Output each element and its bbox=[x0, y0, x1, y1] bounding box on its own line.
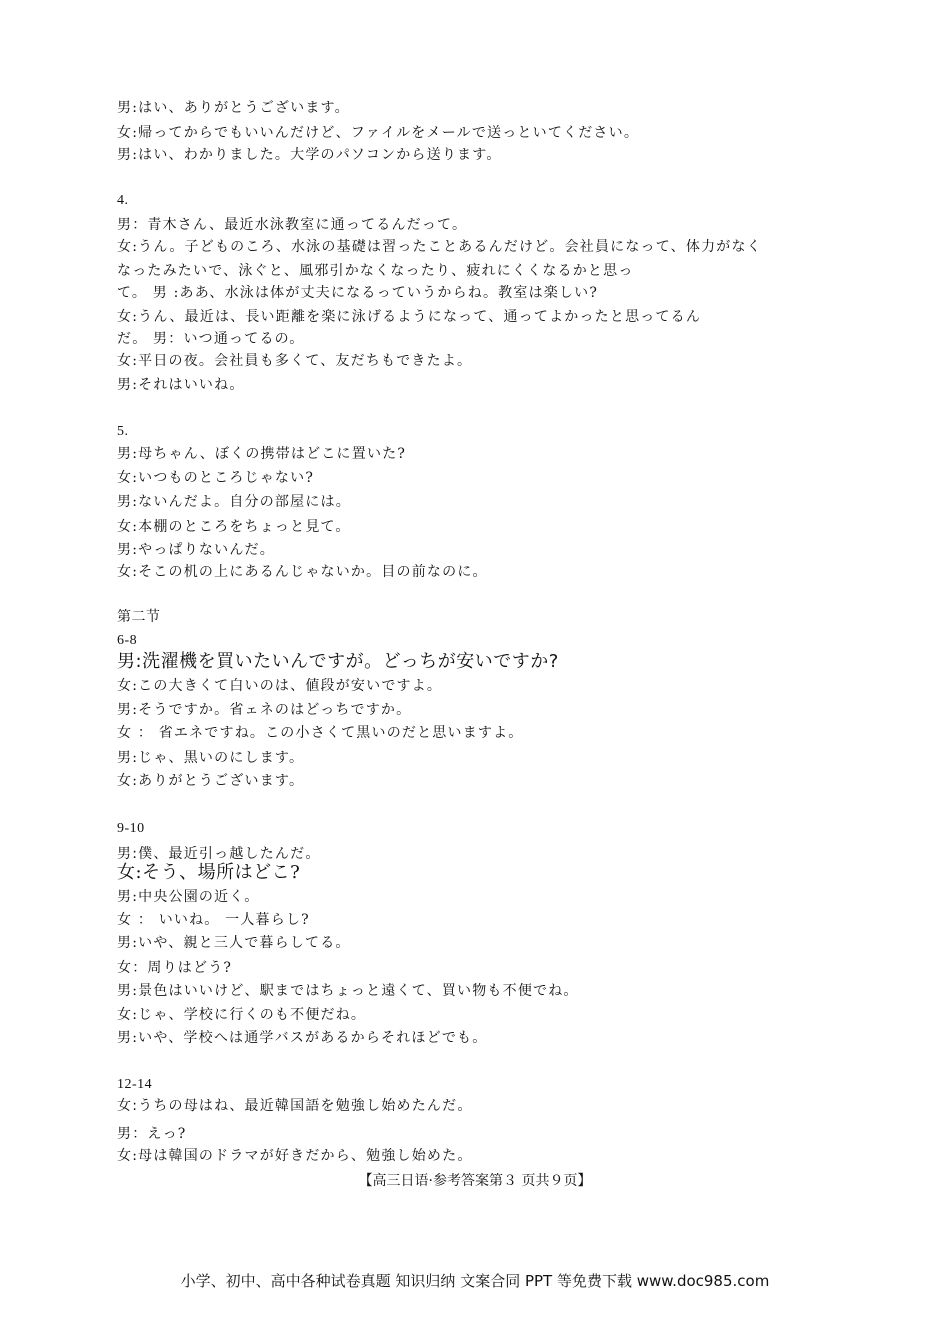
section-heading: 第二节 bbox=[117, 610, 161, 625]
text-line: 女:そこの机の上にあるんじゃないか。目の前なのに。 bbox=[117, 564, 488, 580]
text-line: 男:いや、親と三人で暮らしてる。 bbox=[117, 935, 351, 951]
text-line: 女：周りはどう? bbox=[117, 960, 233, 976]
text-line: 男:じゃ、黒いのにします。 bbox=[117, 750, 305, 766]
section-number: 12-14 bbox=[117, 1077, 153, 1092]
text-line: 男:やっぱりないんだ。 bbox=[117, 542, 275, 558]
text-line: 女:そう、場所はどこ? bbox=[117, 862, 301, 883]
text-line: 男:景色はいいけど、駅まではちょっと遠くて、買い物も不便でね。 bbox=[117, 983, 579, 999]
text-line: 男:そうですか。省ェネのはどっちですか。 bbox=[117, 702, 412, 718]
text-line: だ。 男：いつ通ってるの。 bbox=[117, 331, 305, 347]
text-line: 女:うん、最近は、長い距離を楽に泳げるようになって、通ってよかったと思ってるん bbox=[117, 309, 702, 325]
text-line: 女:平日の夜。会社員も多くて、友だちもできたよ。 bbox=[117, 353, 473, 369]
page-number-footer: 【高三日语·参考答案第３ 页共９页】 bbox=[358, 1173, 592, 1189]
text-line: 男:僕、最近引っ越したんだ。 bbox=[117, 846, 321, 862]
text-line: て。 男 :ああ、水泳は体が丈夫になるっていうからね。教室は楽しい? bbox=[117, 285, 599, 301]
text-line: 女:ありがとうございます。 bbox=[117, 773, 305, 789]
section-number: 6-8 bbox=[117, 633, 138, 648]
text-line: 女:いつものところじゃない? bbox=[117, 470, 315, 486]
text-line: 女:この大きくて白いのは、値段が安いですよ。 bbox=[117, 678, 443, 694]
text-line: 男:それはいいね。 bbox=[117, 377, 245, 393]
text-line: 男:いや、学校へは通学バスがあるからそれほどでも。 bbox=[117, 1030, 488, 1046]
text-line: 男:はい、ありがとうございます。 bbox=[117, 100, 350, 116]
text-line: 男：えっ? bbox=[117, 1126, 187, 1142]
text-line: 男：青木さん、最近水泳教室に通ってるんだって。 bbox=[117, 217, 468, 233]
download-ad-footer: 小学、初中、高中各种试卷真题 知识归纳 文案合同 PPT 等免费下载 www.doc985.com bbox=[180, 1272, 770, 1290]
text-line: なったみたいで、泳ぐと、風邪引かなくなったり、疲れにくくなるかと思っ bbox=[117, 263, 634, 279]
text-line: 男:母ちゃん、ぼくの携帯はどこに置いた? bbox=[117, 446, 407, 462]
text-line: 女:じゃ、学校に行くのも不便だね。 bbox=[117, 1007, 367, 1023]
text-line: 女 ： いいね。 一人暮らし? bbox=[117, 912, 310, 928]
section-number: 4. bbox=[117, 193, 129, 208]
text-line: 女:うちの母はね、最近韓国語を勉強し始めたんだ。 bbox=[117, 1098, 473, 1114]
text-line: 男:はい、わかりました。大学のパソコンから送ります。 bbox=[117, 147, 502, 163]
text-line: 女:帰ってからでもいいんだけど、ファイルをメールで送っといてください。 bbox=[117, 125, 640, 141]
section-number: 9-10 bbox=[117, 821, 145, 836]
text-line: 女:本棚のところをちょっと見て。 bbox=[117, 519, 351, 535]
text-line: 男:洗濯機を買いたいんですが。どっちが安いですか? bbox=[117, 651, 559, 672]
text-line: 女:母は韓国のドラマが好きだから、勉強し始めた。 bbox=[117, 1148, 473, 1164]
section-number: 5. bbox=[117, 424, 129, 439]
text-line: 女:うん。子どものころ、水泳の基礎は習ったことあるんだけど。会社員になって、体力がなく bbox=[117, 239, 762, 255]
text-line: 男:ないんだよ。自分の部屋には。 bbox=[117, 494, 351, 510]
text-line: 女 ： 省エネですね。この小さくて黒いのだと思いますよ。 bbox=[117, 725, 524, 741]
text-line: 男:中央公園の近く。 bbox=[117, 889, 260, 905]
